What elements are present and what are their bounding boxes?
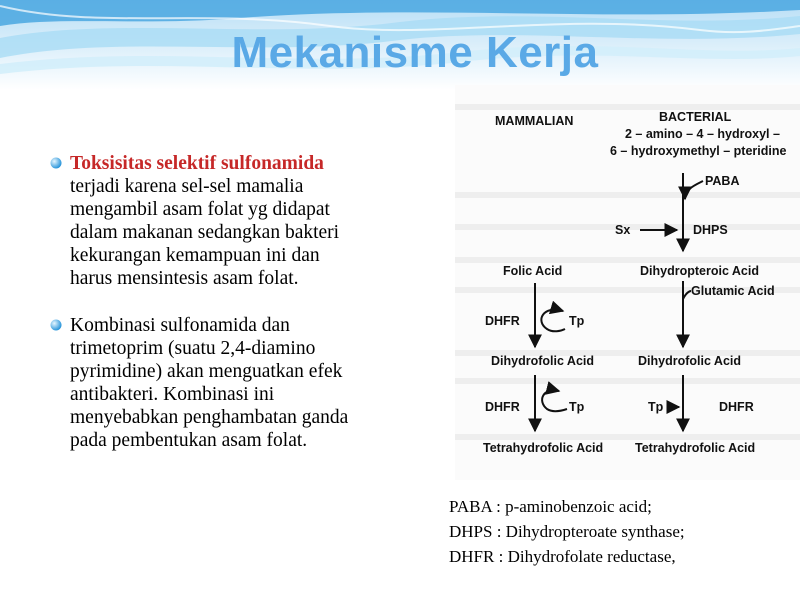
legend-paba: PABA : p-aminobenzoic acid; <box>449 497 652 516</box>
bullet-item-combination <box>48 314 428 452</box>
bullet-line: trimetoprim (suatu 2,4-diamino <box>70 338 316 359</box>
abbreviation-legend <box>449 494 789 569</box>
folate-pathway-diagram <box>455 85 800 480</box>
bullet-item-selective-toxicity <box>48 152 428 290</box>
bullet-lead-text: Toksisitas selektif sulfonamida <box>70 153 324 174</box>
tp-right-label: Tp <box>648 400 664 414</box>
tp-left-1-label: Tp <box>569 314 585 328</box>
dhfr-left-1-label: DHFR <box>485 314 520 328</box>
bullet-dot-icon <box>50 319 62 331</box>
bullet-line: kekurangan kemampuan ini dan <box>70 245 320 266</box>
mammalian-header: MAMMALIAN <box>495 114 574 128</box>
bullet-line: terjadi karena sel-sel mamalia <box>70 176 304 197</box>
dihydropteroic-acid-label: Dihydropteroic Acid <box>640 264 759 278</box>
tp-left-2-label: Tp <box>569 400 585 414</box>
tetrahydrofolic-acid-left-label: Tetrahydrofolic Acid <box>483 441 604 455</box>
dihydrofolic-acid-right-label: Dihydrofolic Acid <box>638 354 742 368</box>
dhps-label: DHPS <box>693 223 728 237</box>
dhfr-left-2-label: DHFR <box>485 400 520 414</box>
bacterial-header: BACTERIAL <box>659 110 732 124</box>
bullet-dot-icon <box>50 157 62 169</box>
tetrahydrofolic-acid-right-label: Tetrahydrofolic Acid <box>635 441 756 455</box>
bacterial-start-line-1: 2 – amino – 4 – hydroxyl – <box>625 127 780 141</box>
bullet-list <box>48 152 428 476</box>
bullet-line: mengambil asam folat yg didapat <box>70 199 330 220</box>
glutamic-acid-label: Glutamic Acid <box>691 284 775 298</box>
legend-dhfr: DHFR : Dihydrofolate reductase, <box>449 547 676 566</box>
bullet-line: menyebabkan penghambatan ganda <box>70 407 349 428</box>
bullet-line: dalam makanan sedangkan bakteri <box>70 222 340 243</box>
bullet-line: Kombinasi sulfonamida dan <box>70 315 290 336</box>
slide-title: Mekanisme Kerja <box>231 28 599 77</box>
bullet-line: antibakteri. Kombinasi ini <box>70 384 275 405</box>
folic-acid-label: Folic Acid <box>503 264 563 278</box>
sx-label: Sx <box>615 223 631 237</box>
dhfr-right-label: DHFR <box>719 400 754 414</box>
bacterial-start-line-2: 6 – hydroxymethyl – pteridine <box>610 144 787 158</box>
paba-label: PABA <box>705 174 740 188</box>
bullet-line: pyrimidine) akan menguatkan efek <box>70 361 343 382</box>
bullet-line: pada pembentukan asam folat. <box>70 430 308 451</box>
dihydrofolic-acid-left-label: Dihydrofolic Acid <box>491 354 595 368</box>
legend-dhps: DHPS : Dihydropteroate synthase; <box>449 522 685 541</box>
bullet-line: harus mensintesis asam folat. <box>70 268 299 289</box>
